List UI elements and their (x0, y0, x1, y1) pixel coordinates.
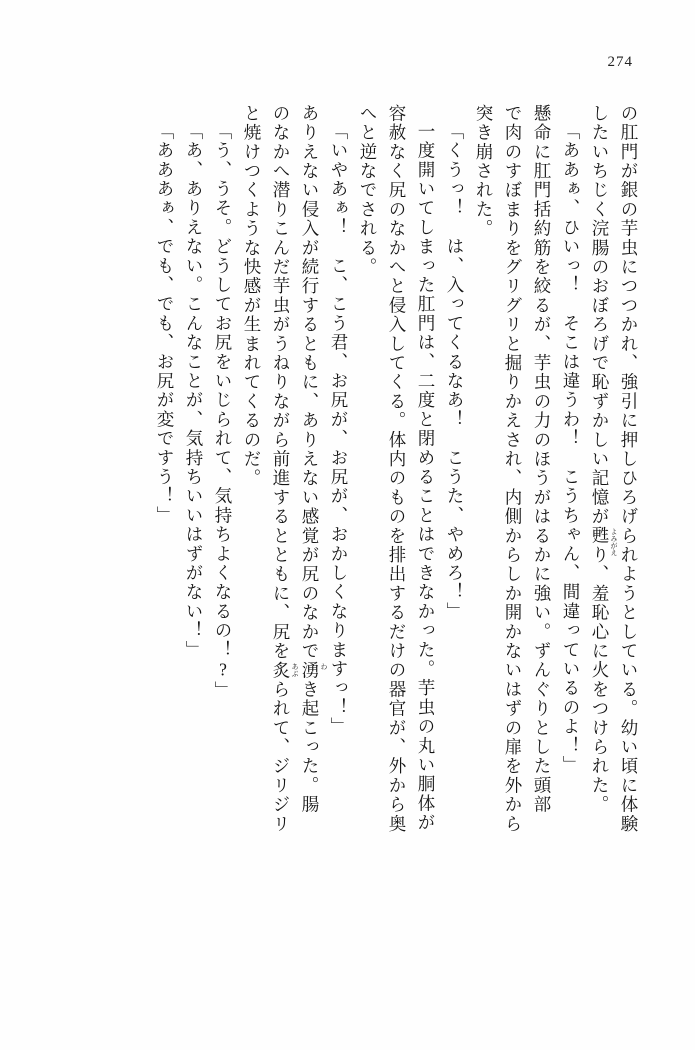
text-line: 「う、うそ。どうしてお尻をいじられて、気持ちよくなるの！?」 (213, 122, 233, 701)
text-line: の肛門が銀の芋虫につつかれ、強引に押しひろげられようとしている。幼い頃に体験 (619, 104, 639, 834)
page-number: 274 (607, 54, 633, 70)
text-line: 「ああぁ、ひいっ！ そこは違うわ！ こうちゃん、間違っているのよ！」 (561, 122, 581, 775)
ruby-base: 甦 よみがえ (590, 526, 618, 557)
text-line: 突き崩された。 (474, 104, 494, 239)
ruby-base: 湧 わ (300, 660, 328, 681)
text-line: したいちじく浣腸のおぼろげで恥ずかしい記憶が甦 よみがえ り、羞恥心に火をつけられた。 (590, 104, 618, 815)
text-line: 「あ、ありえない。こんなことが、気持ちいいはずがない！」 (184, 122, 204, 660)
text-line: 「いやあぁ！ こ、こう君、お尻が、お尻が、おかしくなりますっ！」 (329, 122, 349, 737)
text-line: と焼けつくような快感が生まれてくるのだ。 (242, 104, 262, 488)
ruby-base: 炙 あぶ (271, 660, 299, 681)
text-line: 「あああぁ、でも、でも、お尻が変ですう！」 (155, 122, 175, 526)
vertical-text-body (58, 104, 637, 988)
text-line: ありえない侵入が続行するともに、ありえない感覚が尻のなかで湧 わ き起こった。腸 (300, 104, 328, 815)
text-line: で肉のすぼまりをグリグリと掘りかえされ、内側からしか開かないはずの扉を外から (503, 104, 523, 834)
ruby-text: よみがえ (610, 528, 618, 557)
text-line: 「くうっ！ は、入ってくるなあ！ こうた、やめろ！」 (445, 122, 465, 622)
ruby-text: あぶ (291, 662, 299, 677)
ruby-text: わ (320, 662, 328, 670)
text-line: 懸命に肛門括約筋を絞るが、芋虫の力のほうがはるかに強い。ずんぐりとした頭部 (532, 104, 552, 815)
text-line: 一度開いてしまった肛門は、二度と閉めることはできなかった。芋虫の丸い胴体が (416, 122, 436, 833)
text-line: のなかへ潜りこんだ芋虫がうねりながら前進するとともに、尻を炙 あぶ られて、ジリジリ (271, 104, 299, 834)
text-line: 容赦なく尻のなかへと侵入してくる。体内のものを排出するだけの器官が、外から奥 (387, 104, 407, 834)
text-line: へと逆なでされる。 (358, 104, 378, 277)
